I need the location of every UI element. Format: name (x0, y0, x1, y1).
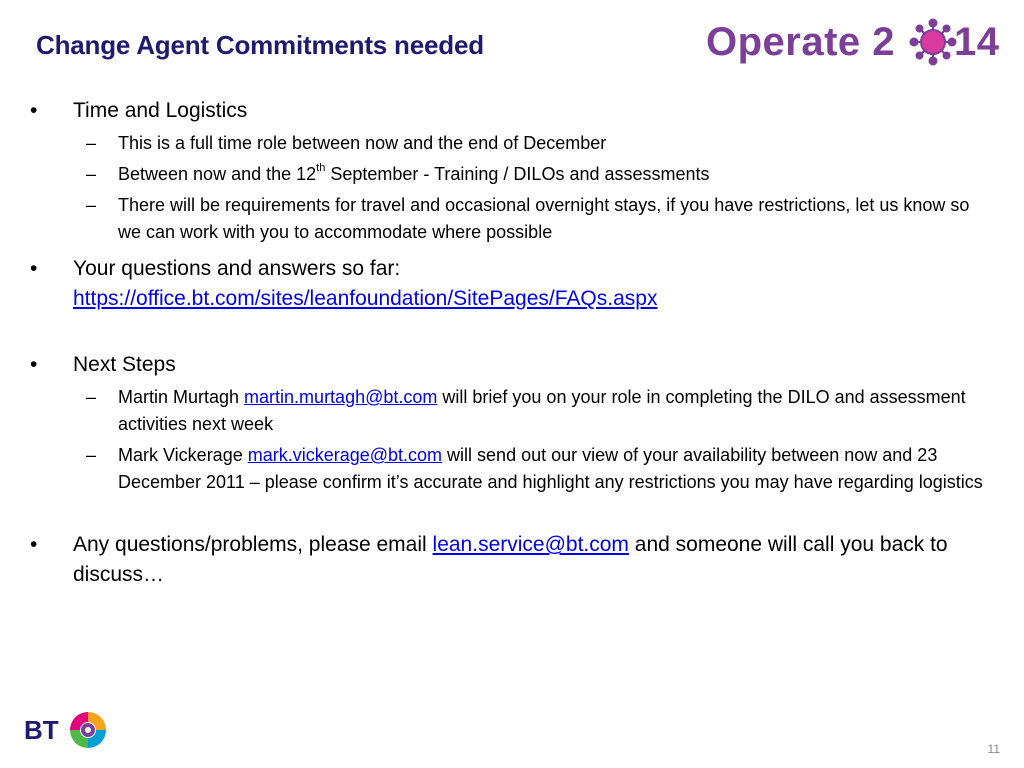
sub-bullet-travel (86, 192, 988, 246)
page-number: 11 (987, 742, 1000, 756)
bullet-any-questions (30, 530, 988, 590)
sub-bullet-training (86, 161, 988, 188)
dash-marker: – (86, 133, 97, 153)
bullet-label: Your questions and answers so far: (73, 257, 401, 280)
bullet-text-post: and someone will call you back to discuss… (73, 533, 948, 586)
operate-logo-text: Operate 2 (706, 20, 896, 64)
sub-bullet-text-post: September - Training / DILOs and assessments (325, 164, 710, 184)
operate-2014-logo (706, 14, 1006, 74)
bullet-time-logistics (30, 96, 988, 126)
operate-logo-year-suffix: 14 (954, 20, 1000, 64)
bullet-questions (30, 254, 988, 314)
bt-logo-text: BT (24, 715, 59, 745)
dash-marker: – (86, 445, 97, 465)
dash-marker: – (86, 387, 97, 407)
bt-logo (24, 706, 114, 754)
slide-title: Change Agent Commitments needed (36, 30, 484, 60)
sub-bullet-martin (86, 384, 988, 438)
sub-bullet-text-post: will send out our view of your availability between now and 23 December 2011 – please confirm it’s accurate and highlight any restrictions you may have regarding logistics (118, 445, 983, 492)
bullet-text-pre: Any questions/problems, please email (73, 533, 433, 556)
sub-bullet-text: There will be requirements for travel and occasional overnight stays, if you have restrictions, let us know so we can work with you to accommodate where possible (118, 195, 970, 242)
email-link-lean-service[interactable]: lean.service@bt.com (432, 533, 629, 556)
email-link-martin[interactable]: martin.murtagh@bt.com (244, 387, 438, 407)
sub-bullet-text-pre: Between now and the 12 (118, 164, 317, 184)
sub-bullet-mark (86, 442, 988, 496)
bullet-next-steps (30, 350, 988, 380)
bullet-marker: • (30, 353, 38, 376)
email-link-mark[interactable]: mark.vickerage@bt.com (247, 445, 443, 465)
ordinal-superscript: th (316, 162, 326, 174)
bullet-label: Time and Logistics (73, 99, 248, 122)
bullet-marker: • (30, 99, 38, 122)
bullet-label: Next Steps (73, 353, 176, 376)
slide-body (0, 96, 1024, 590)
sub-bullet-text: This is a full time role between now and the end of December (118, 133, 607, 153)
bt-logo-graphic (24, 706, 114, 754)
bullet-marker: • (30, 257, 38, 280)
dash-marker: – (86, 195, 97, 215)
sub-bullet-fulltime (86, 130, 988, 157)
sub-bullet-text-post: will brief you on your role in completing the DILO and assessment activities next week (118, 387, 966, 434)
faq-link[interactable]: https://office.bt.com/sites/leanfoundation/SitePages/FAQs.aspx (73, 287, 658, 310)
bullet-marker: • (30, 533, 38, 556)
dash-marker: – (86, 164, 97, 184)
sub-bullet-text-pre: Martin Murtagh (118, 387, 245, 407)
sub-bullet-text-pre: Mark Vickerage (118, 445, 248, 465)
